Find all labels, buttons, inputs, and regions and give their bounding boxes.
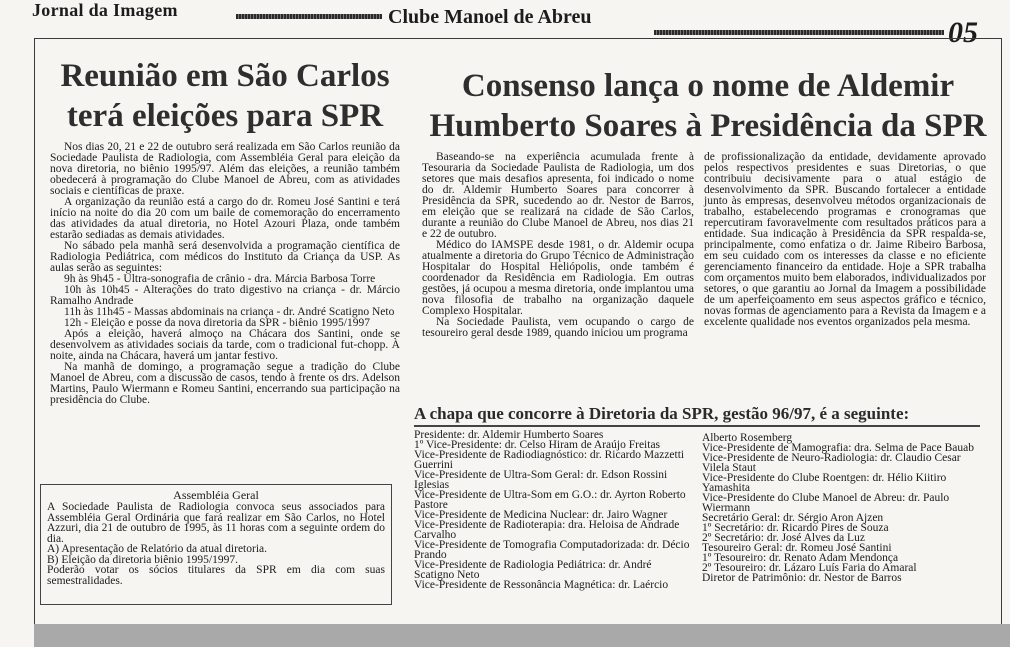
article1-paragraph: No sábado pela manhã será desenvolvida a programação científica de Radiologia Pediátrica, com médicos do Instituto da Criança da USP. As aulas serão as seguintes: <box>50 240 400 274</box>
article1-headline <box>40 56 410 136</box>
article2-headline-line2: Humberto Soares à Presidência da SPR <box>429 108 987 144</box>
chapa-entry: Vice-Presidente de Radiodiagnóstico: dr. Ricardo Mazzetti Guerrini <box>414 449 685 471</box>
article2-headline-line1: Consenso lança o nome de Aldemir <box>461 68 955 104</box>
article2-paragraph: de profissionalização da entidade, devidamente aprovado pelos respectivos presidentes e suas Diretorias, o que contribuiu decisivamente para o atual estágio de desenvolvimento da SPR. Buscando fortalecer a entidade junto às empresas, desenvolveu métodos organizacionais de trabalho, estabelecendo programas e cronogramas que repercutiram favoravelmente com resultados práticos para a entidade. Sua indicação à Presidência da SPR respalda-se, principalmente, como enfatiza o dr. Jaime Ribeiro Barbosa, em seu cuidado com os interesses da classe e no eficiente gerenciamento financeiro da entidade. Hoje a SPR trabalha com orçamentos muito bem elaborados, individualizados por setores, o que garantiu ao Jornal da Imagem a possibilidade de um aperfeiçoamento em seus aspectos gráfico e técnico, novas formas de agenciamento para a Revista da Imagem e a excelente qualidade nos eventos organizados pela mesma. <box>704 151 986 328</box>
chapa-entry: 1º Secretário: dr. Ricardo Pires de Souza <box>702 522 889 534</box>
chapa-entry: Vice-Presidente do Clube Roentgen: dr. Hélio Kiitiro Yamashita <box>702 472 947 494</box>
chapa-entry: Vice-Presidente de Medicina Nuclear: dr. Jairo Wagner <box>414 509 668 521</box>
chapa-entry: Vice-Presidente de Ressonância Magnética: dr. Laércio <box>414 579 669 591</box>
chapa-entry: Vice-Presidente de Neuro-Radiologia: dr. Claudio Cesar Vilela Staut <box>702 452 961 474</box>
chapa-title: A chapa que concorre à Diretoria da SPR, gestão 96/97, é a seguinte: <box>414 404 910 423</box>
assembleia-box <box>40 484 392 605</box>
article2-headline <box>418 66 998 146</box>
chapa-entry: 1º Vice-Presidente: dr. Celso Hiram de Araújo Freitas <box>414 439 661 451</box>
chapa-entry: Vice-Presidente do Clube Manoel de Abreu: dr. Paulo Wiermann <box>702 492 950 514</box>
chapa-entry: Vice-Presidente de Radioterapia: dra. Heloisa de Andrade Carvalho <box>414 519 680 541</box>
page-number: 05 <box>948 16 978 49</box>
article1-body <box>50 142 400 406</box>
article1-schedule-item: 12h - Eleição e posse da nova diretoria da SPR - biênio 1995/1997 <box>64 317 370 329</box>
article2-body-left <box>422 152 694 339</box>
chapa-entry: Presidente: dr. Aldemir Humberto Soares <box>414 429 604 441</box>
article1-headline-line2: terá eleições para SPR <box>66 98 384 134</box>
chapa-list-left <box>414 430 690 590</box>
article1-paragraph: Na manhã de domingo, a programação segue a tradição do Clube Manoel de Abreu, com a discussão de casos, tendo à frente os drs. Adelson Martins, Paulo Wiermann e Romeu Santini, encerrando sua participação na presidência do Clube. <box>50 361 400 406</box>
article1-paragraph: Nos dias 20, 21 e 22 de outubro será realizada em São Carlos reunião da Sociedade Paulista de Radiologia, com Assembléia Geral para eleição da nova diretoria, no biênio 1995/97. Além das eleições, a reunião também obedecerá à programação do Clube Manoel de Abreu, com as atividades sociais e científicas de praxe. <box>50 141 400 197</box>
chapa-entry: Vice-Presidente de Ultra-Som Geral: dr. Edson Rossini Iglesias <box>414 469 668 491</box>
chapa-entry: 1º Tesoureiro: dr. Renato Adam Mendonça <box>702 552 899 564</box>
chapa-entry: Secretário Geral: dr. Sérgio Aron Ajzen <box>702 512 884 524</box>
article1-schedule-item: 9h às 9h45 - Ultra-sonografia de crânio - dra. Márcia Barbosa Torre <box>64 273 376 285</box>
bottom-band <box>34 624 1010 647</box>
chapa-entry: 2º Secretário: dr. José Alves da Luz <box>702 532 865 544</box>
chapa-entry: Vice-Presidente de Radiologia Pediátrica: dr. André Scatigno Neto <box>414 559 652 581</box>
header-rule-left <box>236 14 382 19</box>
section-title: Clube Manoel de Abreu <box>388 6 592 28</box>
assembleia-item-b: B) Eleição da diretoria biênio 1995/1997. <box>47 553 238 566</box>
article2-paragraph: Baseando-se na experiência acumulada frente à Tesouraria da Sociedade Paulista de Radiologia, um dos setores que mais desafios apresenta, foi indicado o nome do dr. Aldemir Humberto Soares para concorrer à Presidência da SPR, sucedendo ao dr. Nestor de Barros, em eleição que se realizará na cidade de São Carlos, durante a reunião do Clube Manoel de Abreu, nos dias 21 e 22 de outubro. <box>422 151 694 240</box>
assembleia-intro: A Sociedade Paulista de Radiologia convoca seus associados para Assembléia Geral Ordinária que fará realizar em São Carlos, no Hotel Azzuri, dia 21 de outubro de 1995, às 11 horas com a seguinte ordem do dia. <box>47 501 385 545</box>
header-rule-right <box>654 30 944 35</box>
chapa-entry: Vice-Presidente de Ultra-Som em G.O.: dr. Ayrton Roberto Pastore <box>414 489 686 511</box>
article1-paragraph: A organização da reunião está a cargo do dr. Romeu José Santini e terá início na noite do dia 20 com um baile de comemoração do encerramento das atividades da atual diretoria, no Hotel Azouri Plaza, onde também estarão sediadas as demais atividades. <box>50 196 400 241</box>
article1-schedule-item: 10h às 10h45 - Alterações do trato digestivo na criança - dr. Márcio Ramalho Andrade <box>50 284 400 307</box>
chapa-list-right <box>702 433 978 583</box>
journal-name: Jornal da Imagem <box>32 0 178 20</box>
article2-paragraph: Na Sociedade Paulista, vem ocupando o cargo de tesoureiro geral desde 1989, quando iniciou um programa <box>422 316 694 339</box>
chapa-entry: Vice-Presidente de Tomografia Computadorizada: dr. Décio Prando <box>414 539 690 561</box>
assembleia-note: Poderão votar os sócios titulares da SPR em dia com suas semestralidades. <box>47 564 385 587</box>
article2-body-right <box>704 152 986 328</box>
assembleia-item-a: A) Apresentação de Relatório da atual diretoria. <box>47 543 268 555</box>
chapa-entry: Alberto Rosemberg <box>702 432 793 444</box>
article2-paragraph: Médico do IAMSPE desde 1981, o dr. Aldemir ocupa atualmente a diretoria do Grupo Técnico de Administração Hospitalar do Hospital Heliópolis, onde também é coordenador da Residência em Radiologia. Em outras gestões, já ocupou a mesma diretoria, onde implantou uma nova filosofia de trabalho na organização daquele Complexo Hospitalar. <box>422 239 694 317</box>
article1-headline-line1: Reunião em São Carlos <box>60 58 390 94</box>
chapa-divider <box>414 425 980 427</box>
chapa-entry: Tesoureiro Geral: dr. Romeu José Santini <box>702 542 892 554</box>
assembleia-title: Assembléia Geral <box>173 488 259 502</box>
chapa-entry: 2º Tesoureiro: dr. Lázaro Luís Faria do Amaral <box>702 562 917 574</box>
article1-schedule-item: 11h às 11h45 - Massas abdominais na criança - dr. André Scatigno Neto <box>64 306 395 318</box>
chapa-entry: Diretor de Patrimônio: dr. Nestor de Barros <box>702 572 902 584</box>
chapa-entry: Vice-Presidente de Mamografia: dra. Selma de Pace Bauab <box>702 442 975 454</box>
assembleia-body <box>47 502 385 586</box>
article1-paragraph: Após a eleição, haverá almoço na Chácara dos Santini, onde se desenvolvem as atividades sociais da tarde, com o tradicional fut-chopp. À noite, ainda na Chácara, haverá um jantar festivo. <box>50 328 400 362</box>
